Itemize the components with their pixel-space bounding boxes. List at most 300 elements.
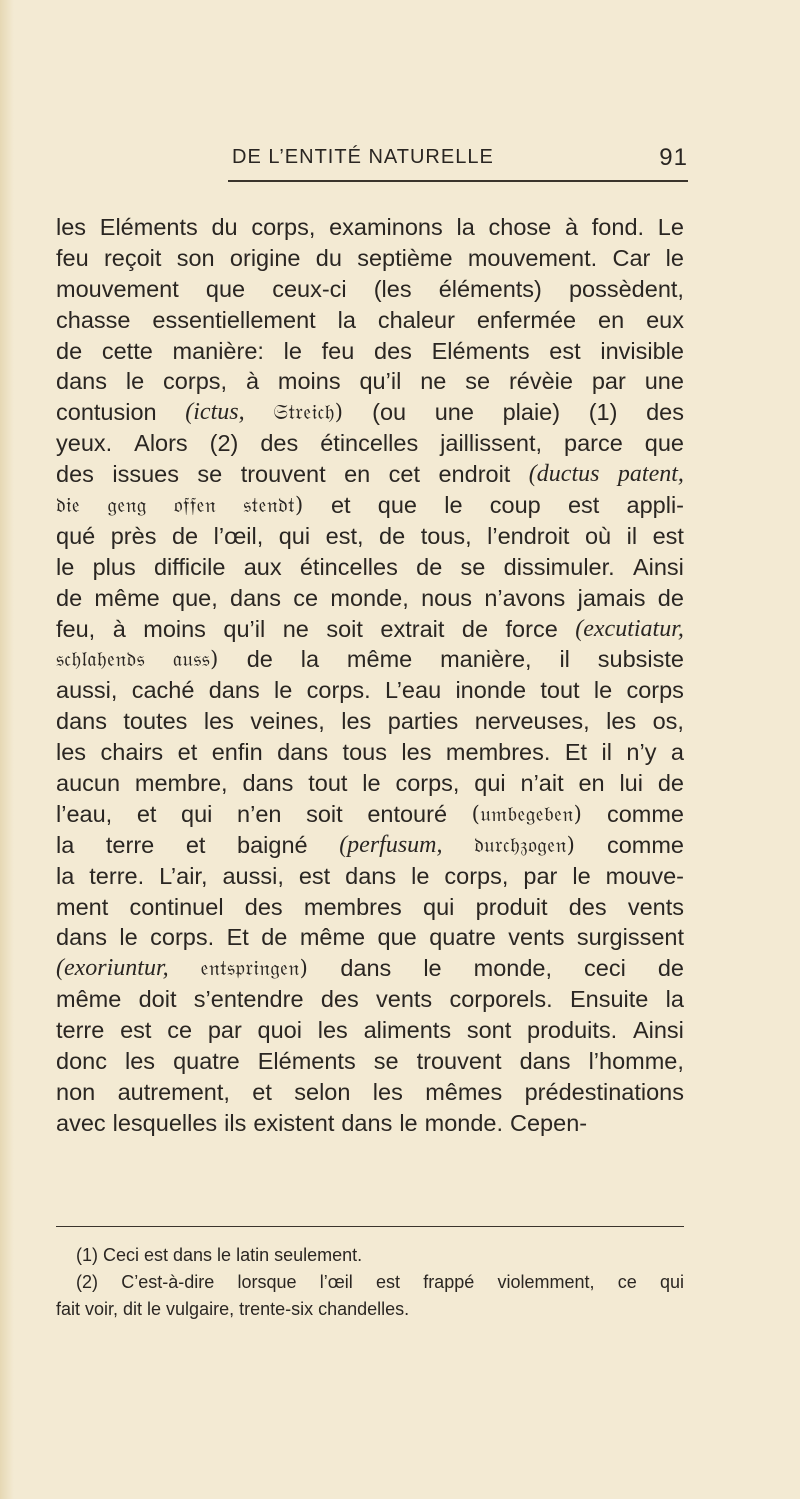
text-line <box>56 953 684 984</box>
word: (ictus, <box>185 399 245 426</box>
word: (2) <box>76 1272 98 1292</box>
word: de <box>56 337 83 364</box>
word: aliments <box>363 1017 452 1044</box>
word: 𝔡𝔦𝔢 <box>56 493 81 518</box>
word: corporels. <box>449 986 553 1013</box>
word: existent <box>253 1109 335 1136</box>
word: possèdent, <box>568 275 684 302</box>
word: membres <box>303 893 402 920</box>
word: C’est-à-dire <box>121 1272 215 1292</box>
word: nerveuses, <box>474 708 590 735</box>
word: le <box>411 862 430 889</box>
word: patent, <box>617 461 684 488</box>
word: issues <box>112 461 179 488</box>
text-line <box>56 892 684 923</box>
word: baigné <box>237 831 308 858</box>
word: monde, <box>473 955 553 982</box>
word: veines, <box>250 708 325 735</box>
word: manière: <box>172 337 264 364</box>
word: vents <box>376 986 433 1013</box>
word: selon <box>294 1078 351 1105</box>
word: la <box>665 986 684 1013</box>
word: extrait <box>380 615 445 642</box>
text-line <box>56 675 684 706</box>
word: chairs <box>100 739 164 766</box>
word: le <box>444 492 463 519</box>
word: les <box>372 1078 403 1105</box>
word: de <box>657 770 684 797</box>
word: il <box>601 739 612 766</box>
word: n’ait <box>520 770 564 797</box>
word: à <box>245 368 260 395</box>
word: parties <box>387 708 459 735</box>
word: qui <box>474 770 506 797</box>
word: Eléments <box>99 214 198 240</box>
word: Ainsi <box>632 553 684 580</box>
word: le <box>665 244 684 271</box>
word: (2) <box>209 430 239 457</box>
word: près <box>110 522 157 549</box>
word: même <box>299 924 366 951</box>
word: les <box>317 1017 348 1044</box>
word: examinons <box>329 214 443 240</box>
word: feu <box>321 337 355 364</box>
word: trouvent <box>240 461 326 488</box>
word: la <box>56 831 75 858</box>
text-line <box>56 644 684 675</box>
word: en <box>344 461 371 488</box>
word: inonde <box>455 677 527 704</box>
word: dans <box>56 708 107 735</box>
word: ceux-ci <box>272 275 347 302</box>
word: l’œil <box>319 1272 353 1292</box>
text-line <box>56 459 684 490</box>
word: les <box>56 214 87 240</box>
word: (perfusum, <box>339 831 443 858</box>
word: frappé <box>423 1272 475 1292</box>
word: et <box>177 739 198 766</box>
word: est, <box>325 522 364 549</box>
word: la <box>337 306 356 333</box>
word: difficile <box>153 553 226 580</box>
word: les <box>341 708 372 735</box>
word: l’eau, <box>56 800 113 827</box>
footnote-1: (1) Ceci est dans le latin seulement. <box>76 1245 363 1265</box>
word: une <box>644 368 684 395</box>
word: comme <box>606 800 684 827</box>
word: est <box>567 492 600 519</box>
text-line <box>56 305 684 336</box>
word: produit <box>475 893 548 920</box>
word: 𝔰𝔠𝔥𝔩𝔞𝔥𝔢𝔫𝔡𝔰 <box>56 647 145 672</box>
word: le <box>572 862 591 889</box>
body-text <box>56 212 684 1139</box>
word: des <box>56 461 94 488</box>
text-line <box>56 1108 684 1139</box>
word: chasse <box>56 306 131 333</box>
word: nous <box>421 584 473 611</box>
word: avec <box>56 1109 106 1136</box>
word: les <box>203 708 234 735</box>
word: de <box>657 955 684 982</box>
word: produits. <box>527 1017 618 1044</box>
word: le <box>399 1109 418 1136</box>
word: jaillissent, <box>440 430 543 457</box>
word: s’entendre <box>193 986 304 1013</box>
word: les <box>56 739 87 766</box>
word: 𝔤𝔢𝔫𝔤 <box>107 493 147 518</box>
word: il <box>559 646 570 673</box>
word: subsiste <box>597 646 684 673</box>
word: Ensuite <box>569 986 649 1013</box>
word: dans <box>340 955 392 982</box>
word: septième <box>357 244 453 271</box>
word: par <box>523 862 558 889</box>
word: sont <box>466 1017 512 1044</box>
text-line <box>56 397 684 428</box>
word: violemment, <box>497 1272 595 1292</box>
word: qu’il <box>223 615 266 642</box>
text-line <box>56 336 684 367</box>
word: de <box>461 615 489 642</box>
word: qué <box>56 522 96 549</box>
word: de <box>246 646 273 673</box>
word: (ductus <box>528 461 600 488</box>
word: que <box>377 924 417 951</box>
word: comme <box>606 831 684 858</box>
word: aux <box>243 553 282 580</box>
word: son <box>176 244 215 271</box>
word: de <box>416 553 443 580</box>
word: par <box>591 368 626 395</box>
word: étincelles <box>299 553 398 580</box>
text-line <box>56 830 684 861</box>
word: éléments) <box>438 275 542 302</box>
word: qui <box>181 800 213 827</box>
word: corps, <box>395 770 460 797</box>
word: Le <box>657 214 684 240</box>
word: de <box>657 584 684 611</box>
word: des <box>646 399 684 426</box>
text-line <box>56 614 684 645</box>
word: corps, <box>163 368 228 395</box>
word: Et <box>564 739 588 766</box>
word: 𝔰𝔱𝔢𝔫𝔡𝔱) <box>243 493 304 518</box>
word: même <box>94 584 160 611</box>
word: chose <box>488 214 552 240</box>
word: feu, <box>56 615 96 642</box>
word: corps, <box>251 214 316 240</box>
word: L’eau <box>384 677 442 704</box>
word: se <box>460 553 486 580</box>
word: révèie <box>508 368 573 395</box>
footnote-2-line-1 <box>56 1269 684 1296</box>
word: essentiellement <box>152 306 316 333</box>
word: fond. <box>591 214 645 240</box>
word: jamais <box>577 584 646 611</box>
word: de <box>56 584 83 611</box>
word: la <box>456 214 475 240</box>
word: aussi, <box>56 677 118 704</box>
word: Et <box>226 924 249 951</box>
word: feu <box>56 244 89 271</box>
word: 𝔞𝔲𝔰𝔰) <box>172 647 219 672</box>
word: tous, <box>420 522 472 549</box>
word: les <box>401 739 432 766</box>
word: le <box>125 368 145 395</box>
word: à <box>112 615 126 642</box>
word: ne <box>420 368 447 395</box>
word: corps <box>626 677 684 704</box>
word: qui <box>659 1272 684 1292</box>
word: terre. <box>89 862 145 889</box>
word: chaleur <box>377 306 455 333</box>
word: contusion <box>56 399 157 426</box>
text-line <box>56 922 684 953</box>
word: lesquelles <box>112 1109 218 1136</box>
text-line <box>56 984 684 1015</box>
header-rule <box>228 180 688 182</box>
word: os, <box>652 708 684 735</box>
footnotes <box>56 1242 684 1323</box>
word: à <box>564 214 579 240</box>
word: 𝔢𝔫𝔱𝔰𝔭𝔯𝔦𝔫𝔤𝔢𝔫) <box>200 956 309 981</box>
word: quoi <box>257 1017 302 1044</box>
word: autrement, <box>117 1078 230 1105</box>
word: corps, <box>444 862 509 889</box>
word: Eléments <box>431 337 530 364</box>
word: en <box>578 770 605 797</box>
word: donc <box>56 1048 107 1075</box>
word: force <box>505 615 558 642</box>
word: de <box>379 522 406 549</box>
word: le <box>119 924 138 951</box>
word: terre <box>56 1017 105 1044</box>
word: que, <box>172 584 218 611</box>
word: corps. <box>306 677 371 704</box>
text-line <box>56 1077 684 1108</box>
word: dans <box>341 1109 393 1136</box>
word: (𝔲𝔪𝔟𝔢𝔤𝔢𝔟𝔢𝔫) <box>471 801 583 826</box>
word: la <box>300 646 320 673</box>
word: ce <box>617 1272 637 1292</box>
text-line <box>56 490 684 521</box>
word: ce <box>167 1017 193 1044</box>
word: membre, <box>134 770 228 797</box>
word: corps. <box>150 924 215 951</box>
word: ceci <box>584 955 626 982</box>
word: étincelles <box>320 430 419 457</box>
word: mouve- <box>605 862 684 889</box>
text-line <box>56 768 684 799</box>
text-line <box>56 1046 684 1077</box>
word: soit <box>306 800 343 827</box>
word: vents <box>508 924 565 951</box>
word: des <box>568 893 607 920</box>
word: dans <box>277 739 329 766</box>
word: (exoriuntur, <box>56 955 169 982</box>
word: plus <box>92 553 136 580</box>
word: tous <box>342 739 387 766</box>
word: moins <box>143 615 206 642</box>
word: monde, <box>330 584 409 611</box>
word: Eléments <box>257 1048 356 1075</box>
word: moins <box>277 368 341 395</box>
word: les <box>606 708 637 735</box>
text-line <box>56 861 684 892</box>
text-line <box>56 521 684 552</box>
word: que <box>644 430 684 457</box>
word: des <box>320 986 359 1013</box>
word: une <box>434 399 474 426</box>
text-line <box>56 212 684 243</box>
word: surgissent <box>576 924 684 951</box>
word: le <box>56 553 75 580</box>
word: dans <box>208 677 260 704</box>
word: (1) <box>588 399 618 426</box>
word: cet <box>388 461 421 488</box>
word: le <box>362 770 381 797</box>
word: prédestinations <box>524 1078 684 1105</box>
word: en <box>598 306 625 333</box>
word: se <box>197 461 223 488</box>
word: et <box>252 1078 272 1105</box>
word: enfermée <box>476 306 577 333</box>
word: parce <box>564 430 623 457</box>
word: manière, <box>440 646 532 673</box>
word: le <box>274 677 293 704</box>
text-line <box>56 1015 684 1046</box>
word: dans <box>519 1048 571 1075</box>
word: membres. <box>445 739 551 766</box>
word: Cepen- <box>510 1109 588 1136</box>
page-edge-shadow <box>0 0 14 1499</box>
word: dans <box>56 924 107 951</box>
word: l’œil, <box>213 522 264 549</box>
word: que <box>205 275 246 302</box>
word: le <box>423 955 442 982</box>
word: qui <box>278 522 311 549</box>
word: n’avons <box>484 584 566 611</box>
word: ils <box>224 1109 247 1136</box>
running-title: DE L’ENTITÉ NATURELLE <box>232 146 494 168</box>
word: est <box>298 862 331 889</box>
word: L’air, <box>159 862 208 889</box>
word: 𝔖𝔱𝔯𝔢𝔦𝔠𝔥) <box>273 400 344 425</box>
word: Ainsi <box>632 1017 684 1044</box>
word: dissimuler. <box>503 553 615 580</box>
word: du <box>315 244 342 271</box>
word: caché <box>131 677 195 704</box>
word: lorsque <box>237 1272 297 1292</box>
word: entouré <box>367 800 448 827</box>
word: aucun <box>56 770 121 797</box>
word: dans <box>242 770 294 797</box>
word: du <box>211 214 238 240</box>
word: soit <box>326 615 363 642</box>
text-line <box>56 799 684 830</box>
word: quatre <box>429 924 496 951</box>
word: que <box>377 492 418 519</box>
word: Alors <box>134 430 188 457</box>
word: aussi, <box>222 862 284 889</box>
running-header <box>228 146 688 180</box>
word: tout <box>540 677 580 704</box>
text-line <box>56 274 684 305</box>
page-number: 91 <box>659 144 688 171</box>
word: de <box>171 522 199 549</box>
word: le <box>593 677 613 704</box>
word: le <box>283 337 302 364</box>
word: et <box>185 831 206 858</box>
word: non <box>56 1078 96 1105</box>
word: plaie) <box>502 399 561 426</box>
word: où <box>584 522 612 549</box>
text-line <box>56 428 684 459</box>
text-line <box>56 243 684 274</box>
word: dans <box>345 862 397 889</box>
word: par <box>207 1017 242 1044</box>
word: mêmes <box>425 1078 503 1105</box>
word: des <box>244 893 283 920</box>
word: se <box>465 368 491 395</box>
word: tout <box>308 770 348 797</box>
word: trouvent <box>416 1048 502 1075</box>
word: et <box>330 492 351 519</box>
footnote-2-line-2: fait voir, dit le vulgaire, trente-six chandelles. <box>56 1299 410 1319</box>
word: (excutiatur, <box>575 615 684 642</box>
word: invisible <box>600 337 684 364</box>
word: de <box>261 924 288 951</box>
word: est <box>375 1272 400 1292</box>
word: dans <box>230 584 281 611</box>
word: (les <box>373 275 412 302</box>
word: toutes <box>123 708 188 735</box>
word: quatre <box>173 1048 240 1075</box>
word: les <box>125 1048 156 1075</box>
word: se <box>373 1048 399 1075</box>
word: coup <box>489 492 541 519</box>
word: doit <box>138 986 177 1013</box>
word: l’homme, <box>588 1048 684 1075</box>
word: l’endroit <box>487 522 570 549</box>
text-line <box>56 706 684 737</box>
word: mouvement. <box>467 244 598 271</box>
word: même <box>56 986 122 1013</box>
word: terre <box>105 831 155 858</box>
text-line <box>56 737 684 768</box>
word: qu’il <box>359 368 402 395</box>
word: dans <box>56 368 107 395</box>
word: (ou <box>372 399 407 426</box>
word: la <box>56 862 75 889</box>
word: ment <box>56 893 109 920</box>
word: n’y <box>626 739 657 766</box>
word: est <box>652 522 684 549</box>
word: lui <box>619 770 643 797</box>
word: yeux. <box>56 430 113 457</box>
word: mouvement <box>56 275 179 302</box>
word: a <box>670 739 684 766</box>
word: est <box>120 1017 152 1044</box>
word: 𝔡𝔲𝔯𝔠𝔥𝔷𝔬𝔤𝔢𝔫) <box>474 832 576 857</box>
word: monde. <box>424 1109 504 1136</box>
word: 𝔬𝔣𝔣𝔢𝔫 <box>173 493 217 518</box>
word: des <box>374 337 412 364</box>
word: est <box>549 337 581 364</box>
word: endroit <box>438 461 511 488</box>
word: enfin <box>211 739 263 766</box>
